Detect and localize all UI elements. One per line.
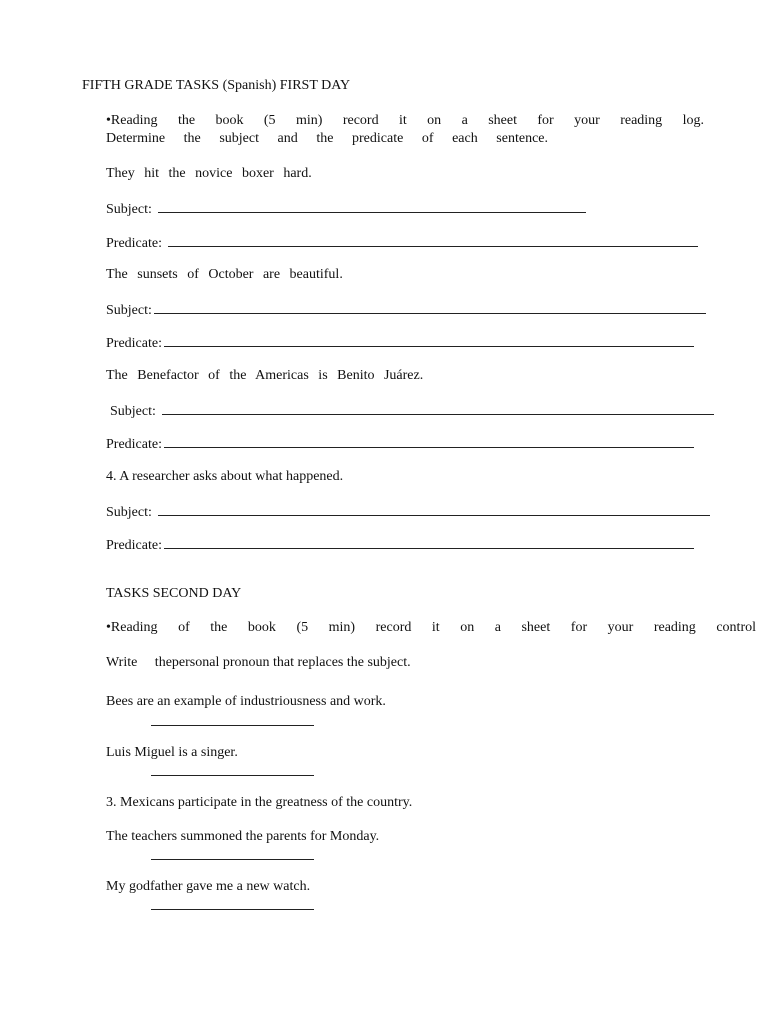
answer-line[interactable]	[158, 198, 586, 213]
sentence-4: 4. A researcher asks about what happened.	[106, 469, 344, 484]
subject-label: Subject:	[106, 202, 152, 217]
answer-line[interactable]	[162, 400, 714, 415]
answer-line[interactable]	[151, 725, 314, 726]
sentence-6: Luis Miguel is a singer.	[106, 745, 238, 760]
predicate-label: Predicate:	[106, 236, 162, 251]
section-title: TASKS SECOND DAY	[106, 586, 242, 601]
sentence-9: My godfather gave me a new watch.	[106, 879, 311, 894]
answer-line[interactable]	[164, 332, 694, 347]
answer-line[interactable]	[151, 909, 314, 910]
subject-label: Subject:	[106, 303, 152, 318]
predicate-answer-2[interactable]	[106, 332, 694, 352]
answer-line[interactable]	[154, 299, 706, 314]
sentence-5: Bees are an example of industriousness and work.	[106, 694, 386, 709]
subject-answer-3[interactable]	[110, 400, 714, 420]
predicate-answer-4[interactable]	[106, 534, 694, 554]
predicate-label: Predicate:	[106, 336, 162, 351]
predicate-answer-1[interactable]	[106, 232, 698, 252]
answer-line[interactable]	[151, 775, 314, 776]
subject-answer-4[interactable]	[106, 501, 710, 521]
instruction-text: •Reading of the book (5 min) record it on a sheet for your reading control	[106, 620, 756, 635]
sentence-3: The Benefactor of the Americas is Benito Juárez.	[106, 368, 424, 383]
sentence-7: 3. Mexicans participate in the greatness of the country.	[106, 795, 413, 810]
subject-answer-2[interactable]	[106, 299, 706, 319]
predicate-answer-3[interactable]	[106, 433, 694, 453]
subject-label: Subject:	[110, 404, 156, 419]
answer-line[interactable]	[151, 859, 314, 860]
answer-line[interactable]	[168, 232, 698, 247]
predicate-label: Predicate:	[106, 437, 162, 452]
sentence-1: They hit the novice boxer hard.	[106, 166, 312, 181]
instruction-text: Determine the subject and the predicate of each sentence.	[106, 131, 548, 146]
instruction-text: Write thepersonal pronoun that replaces the subject.	[106, 655, 411, 670]
answer-line[interactable]	[158, 501, 710, 516]
answer-line[interactable]	[164, 534, 694, 549]
page-title: FIFTH GRADE TASKS (Spanish) FIRST DAY	[82, 78, 351, 93]
answer-line[interactable]	[164, 433, 694, 448]
sentence-2: The sunsets of October are beautiful.	[106, 267, 343, 282]
instruction-text: •Reading the book (5 min) record it on a sheet for your reading log.	[106, 113, 704, 128]
subject-label: Subject:	[106, 505, 152, 520]
predicate-label: Predicate:	[106, 538, 162, 553]
subject-answer-1[interactable]	[106, 198, 586, 218]
sentence-8: The teachers summoned the parents for Monday.	[106, 829, 380, 844]
